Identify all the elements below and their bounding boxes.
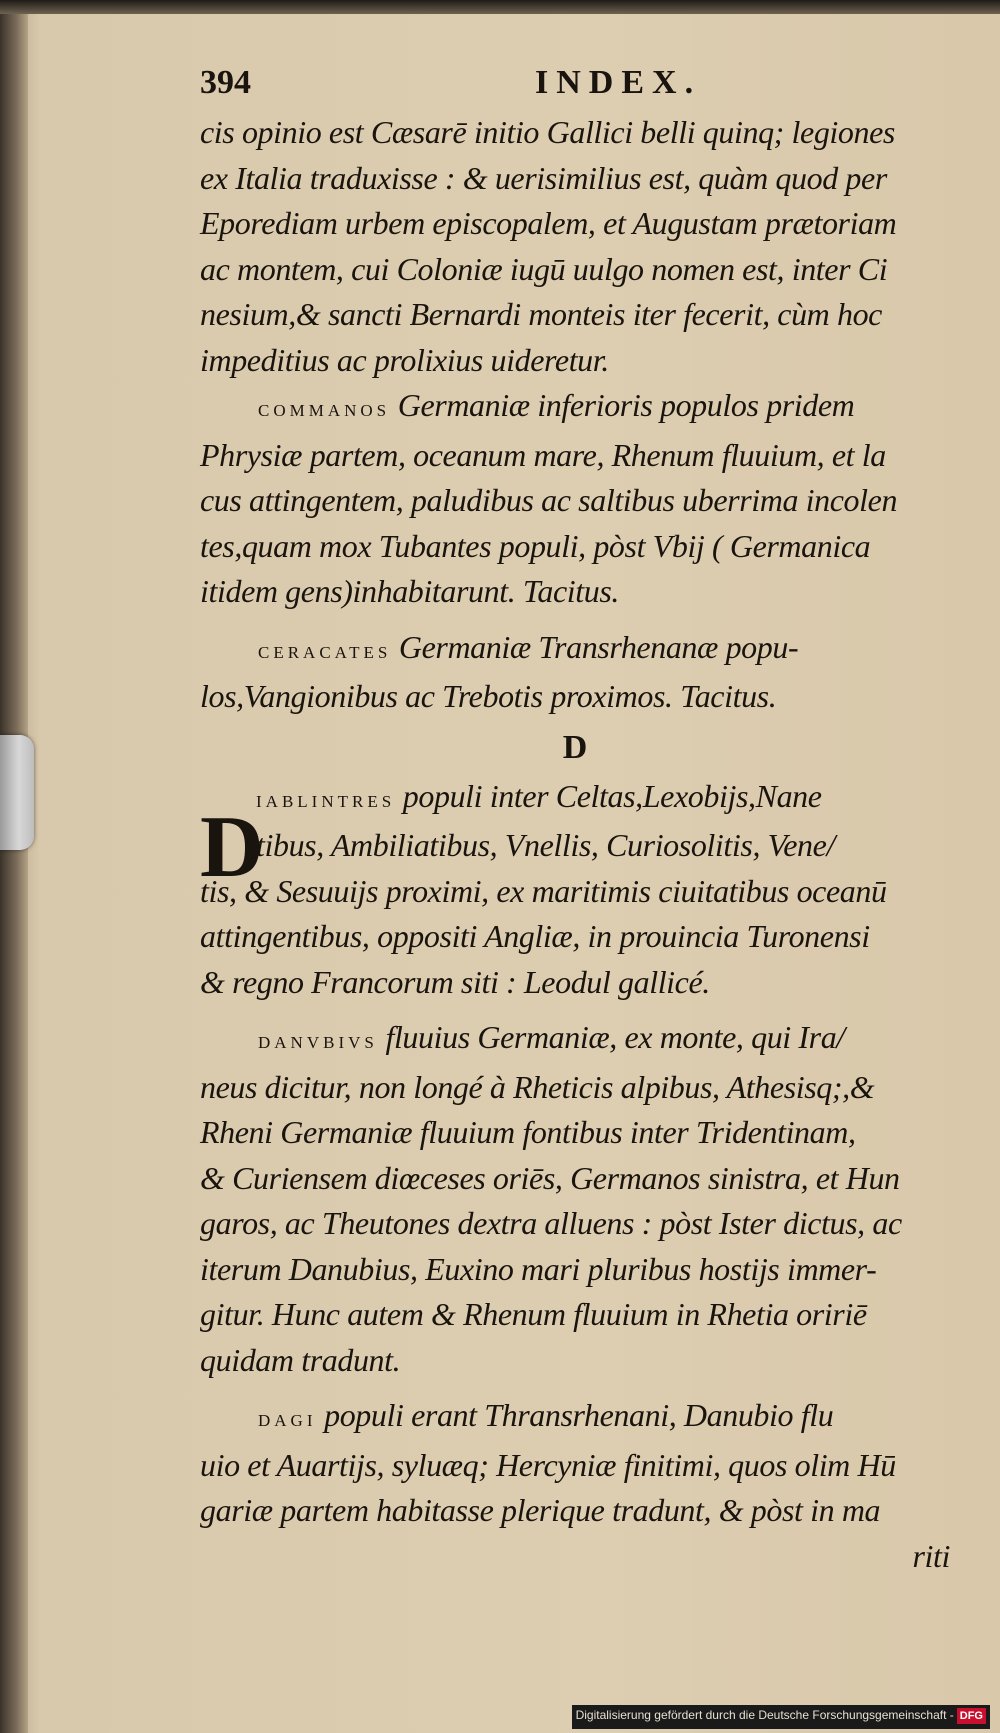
entry-headword: ceracates: [258, 637, 392, 664]
text-line: Eporediam urbem episcopalem, et Augustam prætoriam: [200, 205, 897, 241]
drop-capital: D: [200, 798, 264, 896]
text-line: neus dicitur, non longé à Rheticis alpibus, Athesisq;,&: [200, 1068, 875, 1105]
digitization-credit: [572, 1705, 990, 1729]
text-line: garos, ac Theutones dextra alluens : pòst Ister dictus, ac: [200, 1205, 902, 1241]
text-line: gitur. Hunc autem & Rhenum fluuium in Rhetia oririē: [200, 1296, 867, 1332]
text-line: nesium,& sancti Bernardi monteis iter fecerit, cùm hoc: [200, 296, 882, 332]
text-line: impeditius ac prolixius uideretur.: [200, 341, 609, 378]
text-line: gariæ partem habitasse plerique tradunt, & pòst in ma: [200, 1492, 881, 1528]
text-line: itidem gens)inhabitarunt. Tacitus.: [200, 573, 620, 609]
text-line: cus attingentem, paludibus ac saltibus uberrima incolen: [200, 482, 898, 518]
entry-first-line: [200, 383, 980, 433]
entry-dagi: [200, 1393, 980, 1579]
entry-danubius: [200, 1015, 980, 1383]
catchword: riti: [912, 1537, 950, 1574]
page-clip: [0, 735, 34, 850]
text-line: tis, & Sesuuijs proximi, ex maritimis ciuitatibus oceanū: [200, 872, 887, 909]
entry-diablintres: [200, 774, 980, 1006]
text-line: populi erant Thransrhenani, Danubio flu: [324, 1397, 834, 1433]
top-edge-shadow: [0, 0, 1000, 14]
paragraph-continuation: [200, 110, 980, 383]
text-line: iterum Danubius, Euxino mari pluribus hostijs immer-: [200, 1250, 877, 1287]
entry-headword: iablintres: [256, 786, 396, 813]
entry-headword: commanos: [258, 396, 391, 422]
entry-ceracates: [200, 625, 980, 720]
text-line: fluuius Germaniæ, ex monte, qui Ira/: [385, 1019, 845, 1055]
text-line: Rheni Germaniæ fluuium fontibus inter Tridentinam,: [200, 1114, 856, 1150]
dfg-logo: DFG: [957, 1708, 986, 1724]
entry-headword: dagi: [258, 1406, 317, 1432]
text-line: & regno Francorum siti : Leodul gallicé.: [200, 963, 710, 1000]
text-line: cis opinio est Cæsarē initio Gallici belli quinq; legiones: [200, 114, 895, 150]
entry-headword: danvbivs: [258, 1028, 378, 1054]
running-head: INDEX.: [535, 64, 702, 101]
page-number: 394: [200, 64, 251, 101]
text-line: tibus, Ambiliatibus, Vnellis, Curiosolitis, Vene/: [256, 827, 835, 863]
text-line: los,Vangionibus ac Trebotis proximos. Tacitus.: [200, 678, 777, 714]
section-letter: D: [562, 728, 588, 766]
text-line: ac montem, cui Coloniæ iugū uulgo nomen est, inter Ci: [200, 250, 888, 287]
entry-first-line: [200, 1015, 980, 1065]
text-line: ex Italia traduxisse : & uerisimilius est, quàm quod per: [200, 159, 887, 196]
entry-first-line: [200, 625, 980, 675]
page-text-block: [200, 60, 980, 1579]
text-line: Germaniæ Transrhenanæ popu-: [398, 628, 799, 665]
text-line: Phrysiæ partem, oceanum mare, Rhenum fluuium, et la: [200, 436, 886, 473]
text-line: attingentibus, oppositi Angliæ, in prouincia Turonensi: [200, 918, 870, 954]
entry-first-line: [200, 774, 980, 824]
entry-first-line: [200, 1393, 980, 1443]
text-line: populi inter Celtas,Lexobijs,Nane: [402, 777, 822, 814]
text-line: Germaniæ inferioris populos pridem: [397, 387, 855, 423]
entry-commanos: [200, 383, 980, 615]
text-line: uio et Auartijs, syluæq; Hercyniæ finitimi, quos olim Hū: [200, 1446, 896, 1483]
credit-text: Digitalisierung gefördert durch die Deutsche Forschungsgemeinschaft -: [575, 1708, 954, 1722]
book-spine-shadow: [0, 0, 28, 1733]
text-line: tes,quam mox Tubantes populi, pòst Vbij ( Germanica: [200, 527, 871, 564]
text-line: quidam tradunt.: [200, 1341, 401, 1378]
text-line: & Curiensem diœceses oriēs, Germanos sinistra, et Hun: [200, 1159, 900, 1196]
page-header: [200, 60, 980, 110]
